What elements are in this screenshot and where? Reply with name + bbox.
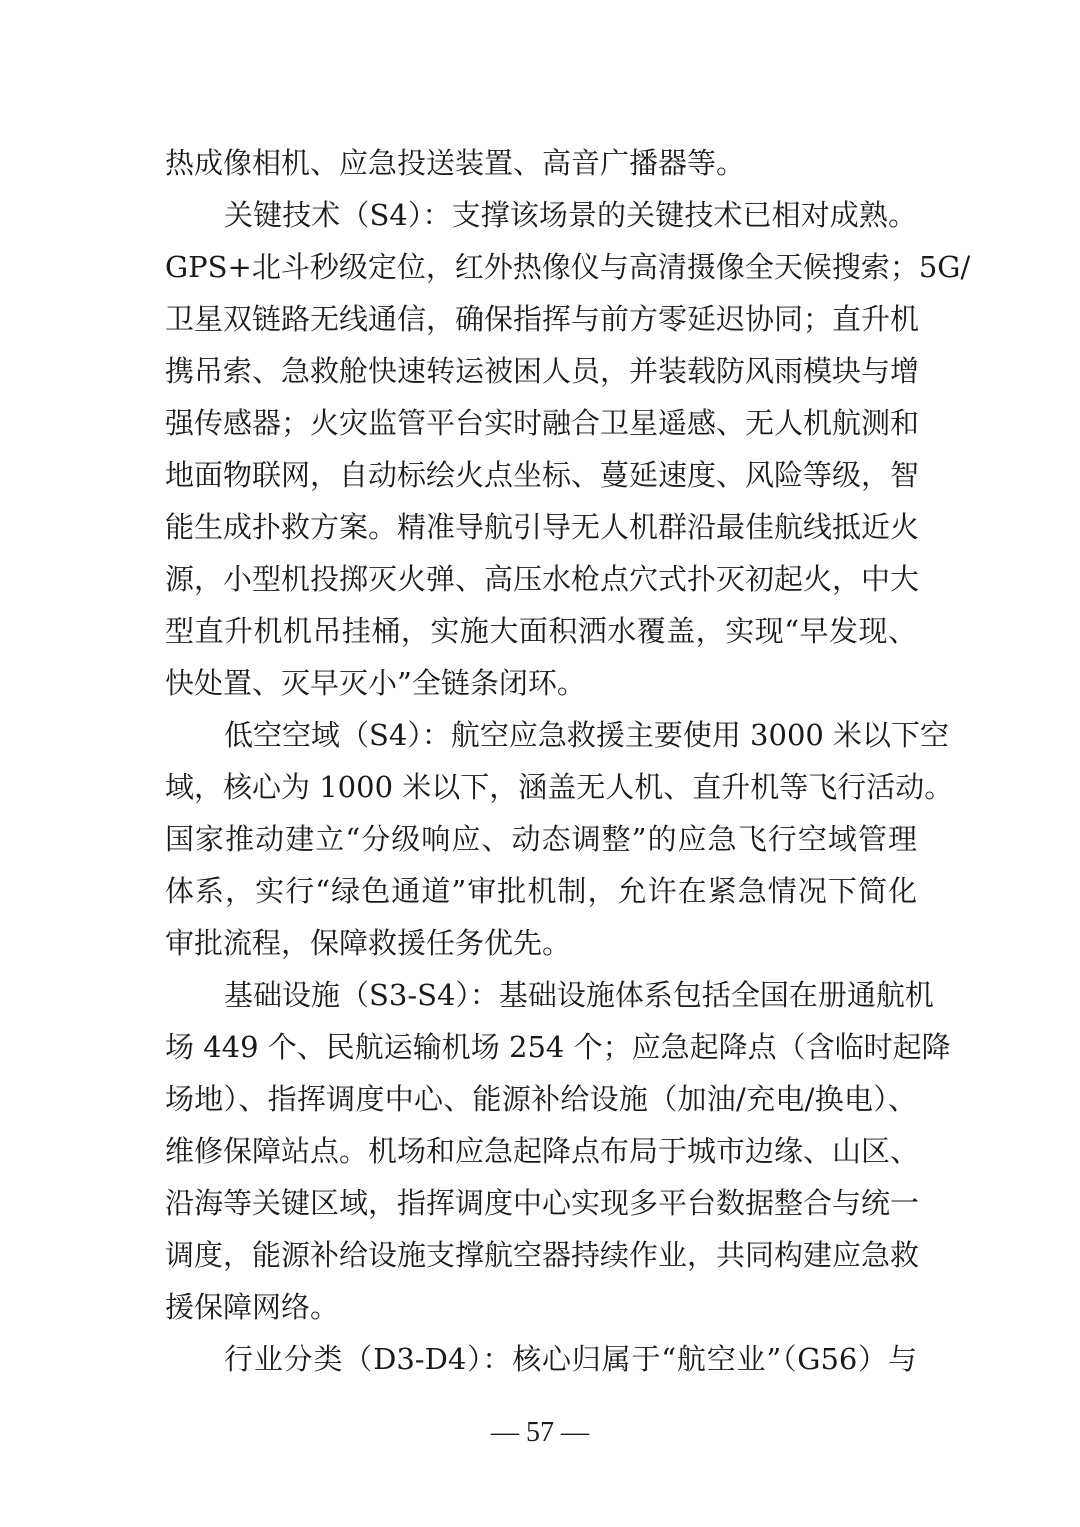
text-line-10: 型直升机机吊挂桶，实施大面积洒水覆盖，实现“早发现、	[165, 614, 917, 648]
text-line-3: GPS+北斗秒级定位，红外热像仪与高清摄像全天候搜索；5G/	[165, 250, 971, 284]
text-line-6: 强传感器；火灾监管平台实时融合卫星遥感、无人机航测和	[165, 406, 920, 440]
text-line-17: 基础设施（S3-S4）：基础设施体系包括全国在册通航机	[224, 978, 934, 1012]
page-number: — 57 —	[491, 1417, 589, 1448]
text-line-5: 携吊索、急救舱快速转运被困人员，并装载防风雨模块与增	[165, 354, 920, 388]
text-line-23: 援保障网络。	[165, 1290, 340, 1324]
text-line-1: 热成像相机、应急投送装置、高音广播器等。	[165, 146, 746, 180]
text-line-15: 体系，实行“绿色通道”审批机制，允许在紧急情况下简化	[165, 874, 917, 908]
text-line-2: 关键技术（S4）：支撑该场景的关键技术已相对成熟。	[224, 198, 917, 232]
text-line-19: 场地）、指挥调度中心、能源补给设施（加油/充电/换电）、	[165, 1082, 917, 1116]
text-line-9: 源，小型机投掷灭火弹、高压水枪点穴式扑灭初起火，中大	[165, 562, 920, 596]
text-line-14: 国家推动建立“分级响应、动态调整”的应急飞行空域管理	[165, 822, 917, 856]
text-line-16: 审批流程，保障救援任务优先。	[165, 926, 572, 960]
text-line-20: 维修保障站点。机场和应急起降点布局于城市边缘、山区、	[165, 1134, 920, 1168]
text-line-7: 地面物联网，自动标绘火点坐标、蔓延速度、风险等级，智	[165, 458, 920, 492]
text-line-11: 快处置、灭早灭小”全链条闭环。	[165, 666, 586, 700]
text-line-8: 能生成扑救方案。精准导航引导无人机群沿最佳航线抵近火	[165, 510, 920, 544]
text-line-4: 卫星双链路无线通信，确保指挥与前方零延迟协同；直升机	[165, 302, 920, 336]
text-line-21: 沿海等关键区域，指挥调度中心实现多平台数据整合与统一	[165, 1186, 920, 1220]
text-line-12: 低空空域（S4）：航空应急救援主要使用 3000 米以下空	[224, 718, 950, 752]
text-line-18: 场 449 个、民航运输机场 254 个；应急起降点（含临时起降	[165, 1030, 951, 1064]
text-line-13: 域，核心为 1000 米以下，涵盖无人机、直升机等飞行活动。	[165, 770, 954, 804]
text-line-22: 调度，能源补给设施支撑航空器持续作业，共同构建应急救	[165, 1238, 920, 1272]
text-line-24: 行业分类（D3-D4）：核心归属于“航空业”（G56）与	[224, 1342, 917, 1376]
